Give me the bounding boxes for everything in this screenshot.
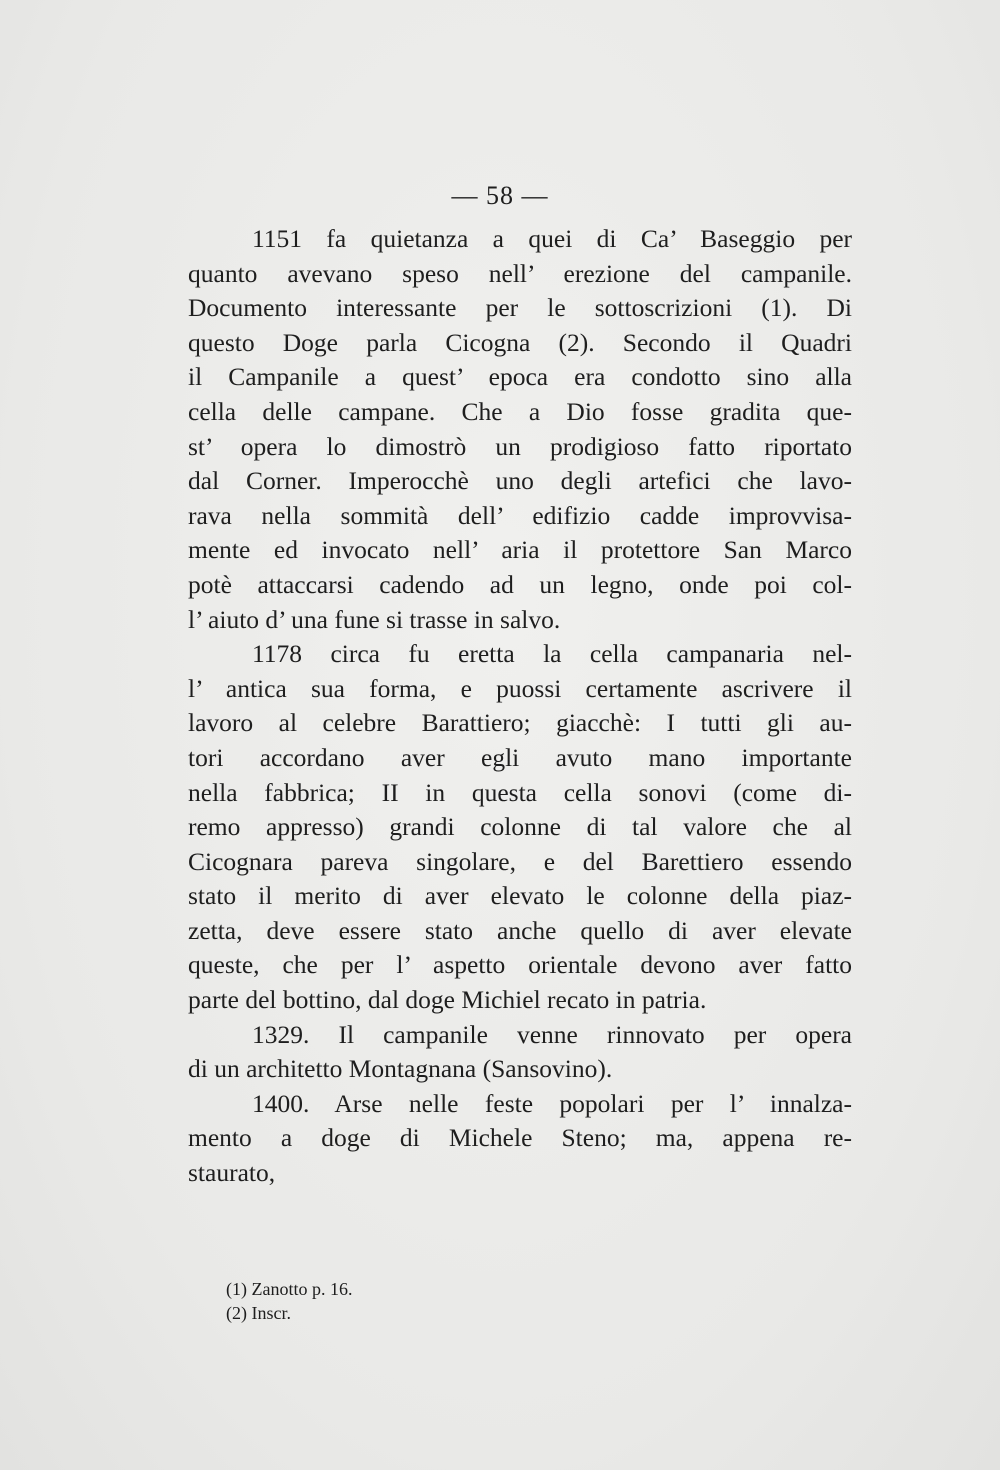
text-line: tori accordano aver egli avuto mano importante <box>188 742 852 772</box>
footnote: (2) Inscr. <box>226 1303 291 1323</box>
text-line: 1178 circa fu eretta la cella campanaria nel- <box>252 639 852 669</box>
footnote: (1) Zanotto p. 16. <box>226 1279 353 1299</box>
text-line: queste, che per l’ aspetto orientale devono aver fatto <box>188 950 852 980</box>
text-line: dal Corner. Imperocchè uno degli artefici che lavo- <box>188 466 852 496</box>
text-line: quanto avevano speso nell’ erezione del campanile. <box>188 258 852 288</box>
text-line: rava nella sommità dell’ edifizio cadde improvvisa- <box>188 500 852 530</box>
text-line: 1329. Il campanile venne rinnovato per opera <box>252 1019 852 1049</box>
text-line: remo appresso) grandi colonne di tal valore che al <box>188 812 852 842</box>
text-line: Documento interessante per le sottoscrizioni (1). Di <box>188 293 852 323</box>
text-line: 1400. Arse nelle feste popolari per l’ innalza- <box>252 1088 852 1118</box>
page-number: — 58 — <box>451 181 549 210</box>
text-line: parte del bottino, dal doge Michiel recato in patria. <box>188 985 707 1015</box>
text-line: Cicognara pareva singolare, e del Barettiero essendo <box>188 846 852 876</box>
text-line: 1151 fa quietanza a quei di Ca’ Baseggio per <box>252 224 852 253</box>
text-line: cella delle campane. Che a Dio fosse gradita que- <box>188 396 852 426</box>
text-line: l’ aiuto d’ una fune si trasse in salvo. <box>188 604 561 634</box>
text-line: st’ opera lo dimostrò un prodigioso fatto riportato <box>188 431 852 461</box>
text-line: il Campanile a quest’ epoca era condotto sino alla <box>188 362 852 392</box>
text-line: potè attaccarsi cadendo ad un legno, onde poi col- <box>188 569 852 599</box>
text-line: l’ antica sua forma, e puossi certamente ascrivere il <box>188 673 852 703</box>
text-line: di un architetto Montagnana (Sansovino). <box>188 1054 613 1084</box>
text-line: mente ed invocato nell’ aria il protettore San Marco <box>188 535 852 565</box>
text-line: staurato, <box>188 1158 276 1188</box>
text-line: stato il merito di aver elevato le colonne della piaz- <box>188 881 852 911</box>
text-line: zetta, deve essere stato anche quello di aver elevate <box>188 915 852 945</box>
text-line: lavoro al celebre Barattiero; giacchè: I tutti gli au- <box>188 708 852 738</box>
text-line: questo Doge parla Cicogna (2). Secondo il Quadri <box>188 327 852 357</box>
text-line: mento a doge di Michele Steno; ma, appena re- <box>188 1123 852 1153</box>
footnotes <box>226 1277 626 1325</box>
body-text <box>188 222 852 1191</box>
text-line: nella fabbrica; II in questa cella sonovi (come di- <box>188 777 852 807</box>
